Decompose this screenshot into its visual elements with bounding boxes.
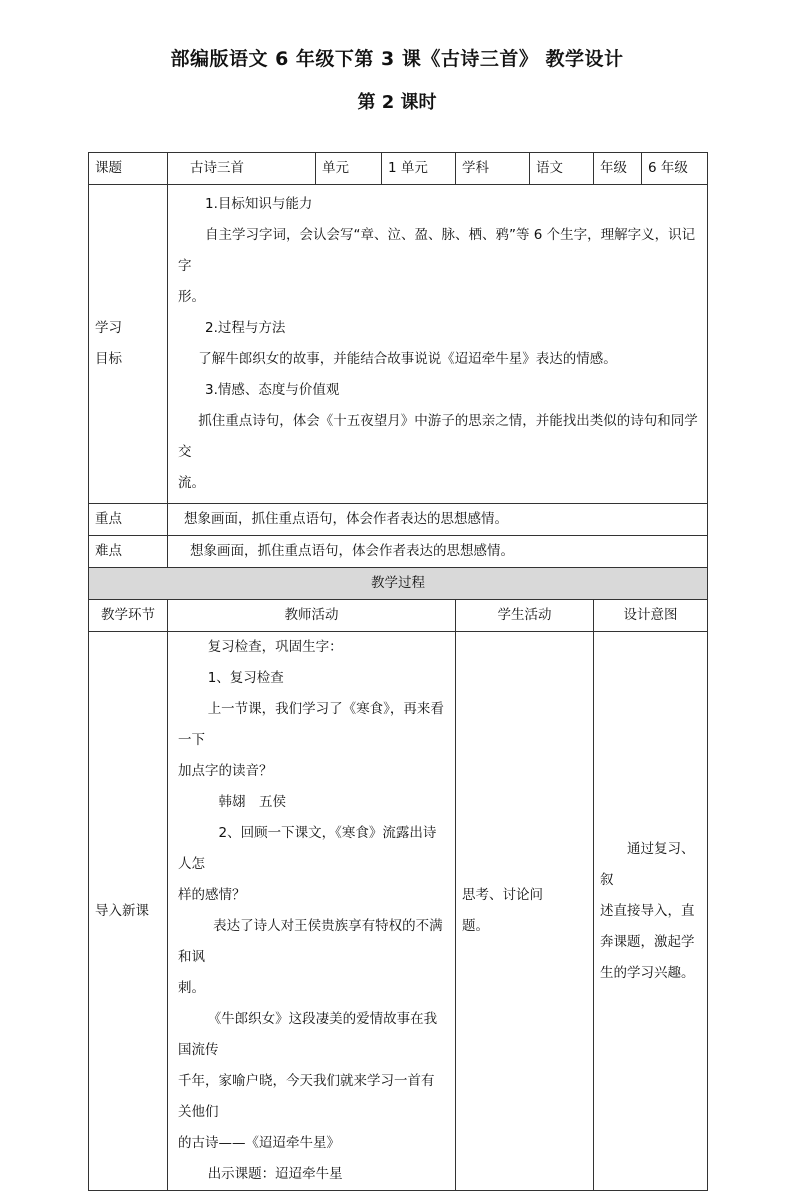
- teacher-line: 加点字的读音？: [178, 763, 273, 779]
- student-line: 思考、讨论问: [462, 887, 543, 903]
- difficult-point-value: 想象画面，抓住重点语句，体会作者表达的思想感情。: [168, 536, 708, 568]
- teacher-line: 的古诗——《迢迢牵牛星》: [178, 1135, 340, 1151]
- intent-line: 述直接导入，直: [600, 902, 695, 919]
- goals-content: [168, 185, 708, 504]
- teacher-line: 出示课题：迢迢牵牛星: [207, 1166, 343, 1182]
- column-header-intent: 设计意图: [594, 600, 708, 632]
- column-header-stage: 教学环节: [89, 600, 168, 632]
- course-value: 古诗三首: [168, 153, 316, 185]
- course-label: 课题: [89, 153, 168, 185]
- teacher-line: 刺。: [178, 980, 205, 996]
- key-point-value: 想象画面，抓住重点语句，体会作者表达的思想感情。: [168, 504, 708, 536]
- column-header-student: 学生活动: [456, 600, 594, 632]
- teacher-activity-cell: [168, 632, 456, 1191]
- teacher-line: 表达了诗人对王侯贵族享有特权的不满和讽: [178, 918, 443, 965]
- design-intent-cell: [594, 632, 708, 1191]
- goals-row: [89, 185, 708, 504]
- process-column-headers: [89, 600, 708, 632]
- lesson-plan-table: [88, 152, 708, 1191]
- goal-line: 自主学习字词，会认会写“章、泣、盈、脉、栖、鸦”等 6 个生字，理解字义，识记字: [178, 227, 696, 274]
- goals-label: [89, 185, 168, 504]
- process-row-intro: [89, 632, 708, 1191]
- teacher-line: 千年，家喻户晓，今天我们就来学习一首有关他们: [178, 1073, 435, 1120]
- intent-line: 奔课题，激起学: [600, 933, 695, 950]
- intent-line: 生的学习兴趣。: [600, 964, 695, 981]
- key-point-row: [89, 504, 708, 536]
- unit-label: 单元: [316, 153, 382, 185]
- goal-line: 了解牛郎织女的故事，并能结合故事说说《迢迢牵牛星》表达的情感。: [198, 351, 617, 367]
- subject-label: 学科: [456, 153, 530, 185]
- key-point-label: 重点: [89, 504, 168, 536]
- goal-line: 2.过程与方法: [205, 320, 286, 336]
- subject-value: 语文: [530, 153, 594, 185]
- student-activity-cell: [456, 632, 594, 1191]
- process-section-title: 教学过程: [89, 568, 708, 600]
- document-title: 部编版语文 6 年级下第 3 课《古诗三首》 教学设计: [170, 48, 624, 70]
- stage-cell: 导入新课: [89, 632, 168, 1191]
- difficult-point-row: [89, 536, 708, 568]
- goal-line: 抓住重点诗句，体会《十五夜望月》中游子的思亲之情，并能找出类似的诗句和同学交: [178, 413, 698, 460]
- goal-line: 1.目标知识与能力: [205, 196, 313, 212]
- goal-line: 3.情感、态度与价值观: [205, 382, 340, 398]
- student-line: 题。: [462, 918, 489, 934]
- grade-value: 6 年级: [642, 153, 708, 185]
- difficult-point-label: 难点: [89, 536, 168, 568]
- goals-label-line2: 目标: [95, 351, 122, 367]
- goals-label-line1: 学习: [95, 320, 122, 336]
- goal-line: 流。: [178, 475, 205, 491]
- teacher-line: 1、复习检查: [207, 670, 284, 686]
- document-subtitle: 第 2 课时: [357, 92, 437, 113]
- teacher-line: 2、回顾一下课文，《寒食》流露出诗人怎: [178, 825, 437, 872]
- grade-label: 年级: [594, 153, 642, 185]
- info-row: [89, 153, 708, 185]
- teacher-line: 韩翃 五侯: [218, 794, 286, 810]
- goal-line: 形。: [178, 289, 205, 305]
- unit-value: 1 单元: [382, 153, 456, 185]
- teacher-line: 《牛郎织女》这段凄美的爱情故事在我国流传: [178, 1011, 438, 1058]
- intent-line: 通过复习、叙: [600, 840, 695, 888]
- teacher-line: 上一节课，我们学习了《寒食》，再来看一下: [178, 701, 444, 748]
- teacher-line: 样的感情？: [178, 887, 246, 903]
- column-header-teacher: 教师活动: [168, 600, 456, 632]
- teacher-line: 复习检查，巩固生字：: [207, 639, 343, 655]
- process-section-header: [89, 568, 708, 600]
